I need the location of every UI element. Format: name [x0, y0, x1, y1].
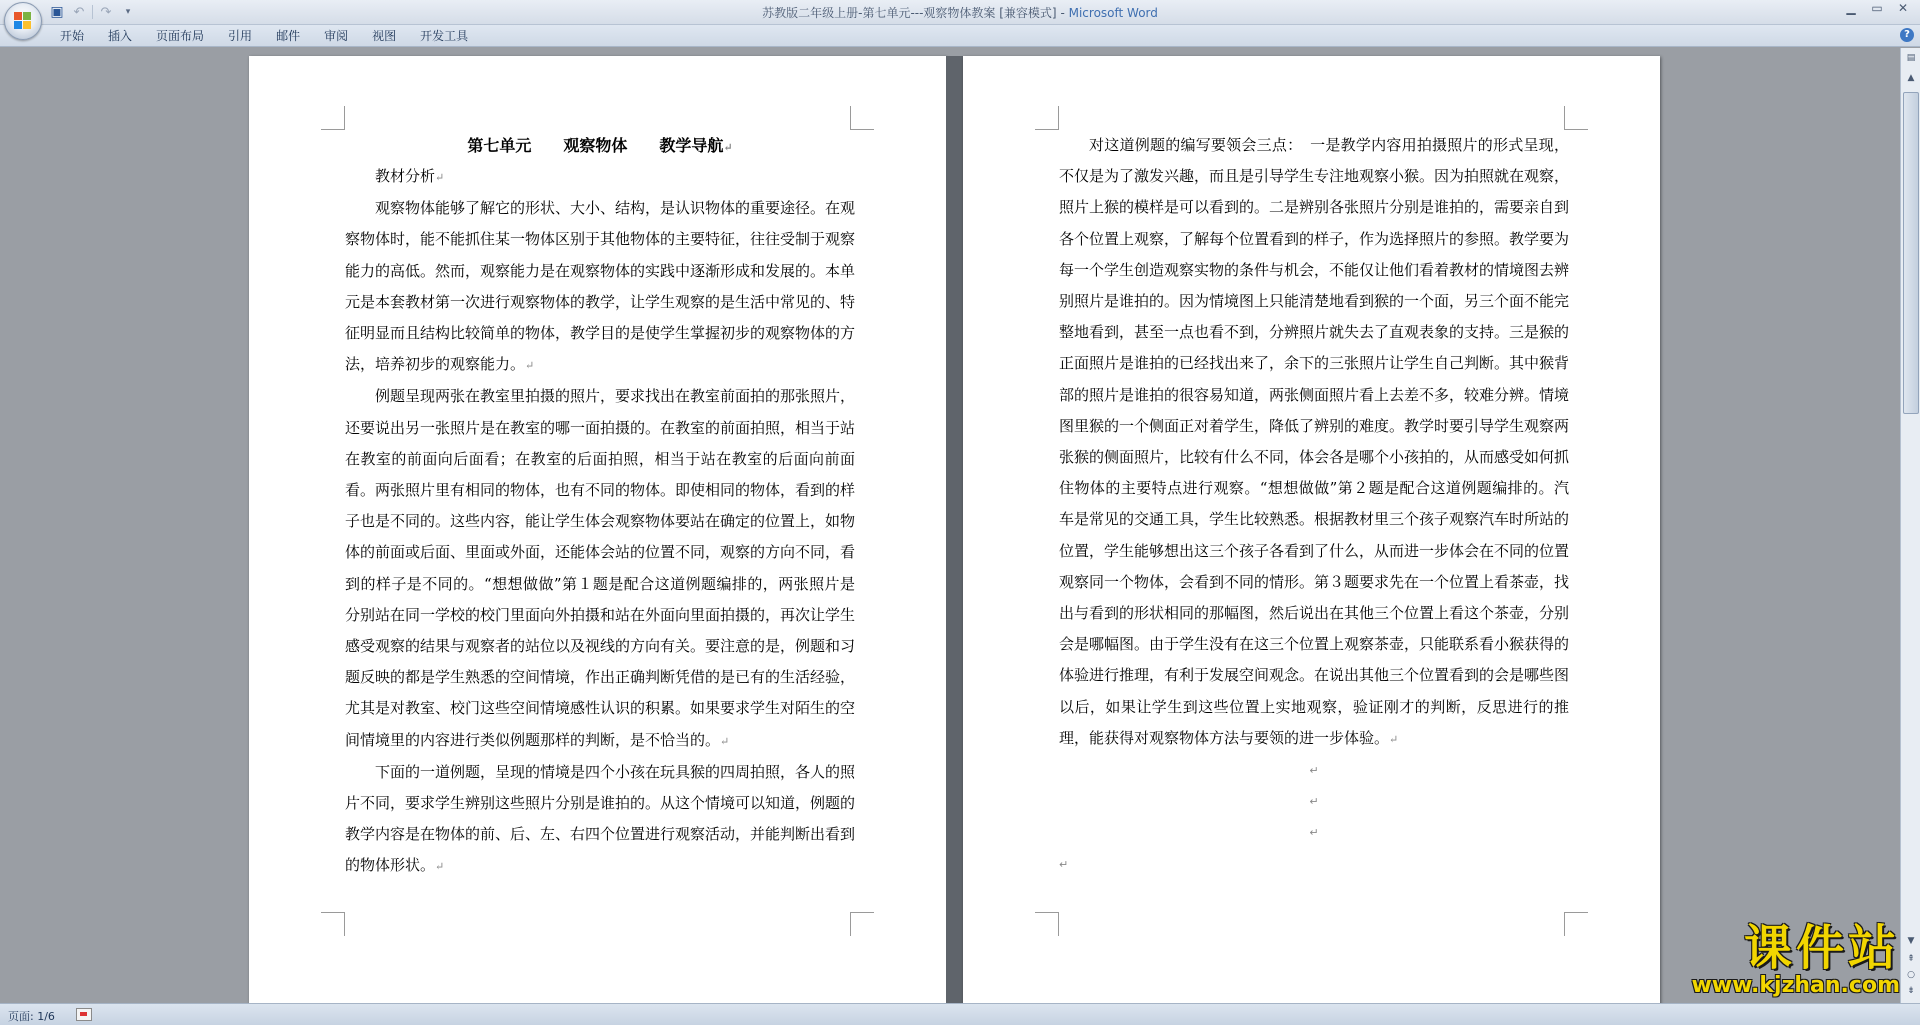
redo-icon[interactable]: ↷ [100, 4, 112, 20]
customize-qat-icon[interactable]: ▾ [125, 7, 131, 17]
minimize-icon[interactable]: ▁ [1846, 1, 1856, 15]
empty-paragraph [1059, 755, 1569, 786]
tab-mailings[interactable]: 邮件 [276, 29, 301, 43]
scroll-up-icon[interactable]: ▲ [1907, 73, 1915, 83]
paragraph-text: 对这道例题的编写要领会三点： 一是教学内容用拍摄照片的形式呈现，不仅是为了激发兴趣，而且是引导学生专注地观察小猴。因为拍照就在观察，照片上猴的模样是可以看到的。二是辨别各张照片分别是谁拍的，需要亲自到各个位置上观察，了解每个位置看到的样子，作为选择照片的参照。教学要为每一个学生创造观察实物的条件与机会，不能仅让他们看着教材的情境图去辨别照片是谁拍的。因为情境图上只能清楚地看到猴的一个面，另三个面不能完整地看到，甚至一点也看不到，分辨照片就失去了直观表象的支持。三是猴的正面照片是谁拍的已经找出来了，余下的三张照片让学生自己判断。其中猴背部的照片是谁拍的很容易知道，两张侧面照片看上去差不多，较难分辨。情境图里猴的一个侧面正对着学生，降低了辨别的难度。教学时要引导学生观察两张猴的侧面照片，比较有什么不同，体会各是哪个小孩拍的，从而感受如何抓住物体的主要特点进行观察。“想想做做”第２题是配合这道例题编排的。汽车是常见的交通工具，学生比较熟悉。根据教材里三个孩子观察汽车时所站的位置，学生能够想出这三个孩子各看到了什么，从而进一步体会在不同的位置观察同一个物体，会看到不同的情形。第３题要求先在一个位置上看茶壶，找出与看到的形状相同的那幅图，然后说出在其他三个位置上看这个茶壶，分别会是哪幅图。由于学生没有在这三个位置上观察茶壶，只能联系看小猴获得的体验进行推理，有利于发展空间观念。在说出其他三个位置看到的会是哪些图以后，如果让学生到这些位置上实地观察，验证刚才的判断，反思进行的推理，能获得对观察物体方法与要领的进一步体验。 [1059, 136, 1570, 747]
scroll-down-icon[interactable]: ▼ [1907, 936, 1915, 946]
help-icon[interactable]: ? [1900, 28, 1914, 42]
maximize-icon[interactable]: ▭ [1871, 1, 1883, 15]
paragraph-mark: ↵ [720, 734, 730, 748]
next-page-icon[interactable]: ⇟ [1907, 986, 1915, 996]
empty-paragraph [1059, 849, 1569, 880]
title-dash: - [1060, 6, 1069, 20]
ribbon-tabs [48, 27, 480, 45]
app-name: Microsoft Word [1068, 6, 1158, 20]
tab-review[interactable]: 审阅 [324, 29, 349, 43]
watermark-url: www.kjzhan.com [1691, 973, 1900, 998]
paragraph-text: 例题呈现两张在教室里拍摄的照片，要求找出在教室前面拍的那张照片，还要说出另一张照片是在教室的哪一面拍摄的。在教室的前面拍照，相当于站在教室的前面向后面看；在教室的后面拍照，相当于站在教室的后面向前面看。两张照片里有相同的物体，也有不同的物体。即使相同的物体，看到的样子也是不同的。这些内容，能让学生体会观察物体要站在确定的位置上，如物体的前面或后面、里面或外面，还能体会站的位置不同，观察的方向不同，看到的样子是不同的。“想想做做”第１题是配合这道例题编排的，两张照片是分别站在同一学校的校门里面向外拍摄和站在外面向里面拍摄的，再次让学生感受观察的结果与观察者的站位以及视线的方向有关。要注意的是，例题和习题反映的都是学生熟悉的空间情境，作出正确判断凭借的是已有的生活经验，尤其是对教室、校门这些空间情境感性认识的积累。如果要求学生对陌生的空间情境里的内容进行类似例题那样的判断，是不恰当的。 [345, 387, 856, 749]
margin-corner-top-left [321, 106, 345, 130]
document-name: 苏教版二年级上册-第七单元---观察物体教案 [兼容模式] [762, 6, 1057, 20]
margin-corner-bottom-right [1564, 912, 1588, 936]
page-gap [946, 56, 963, 1003]
page-2[interactable] [963, 56, 1660, 1003]
paragraph-text: 教材分析 [375, 167, 436, 185]
tab-home[interactable]: 开始 [60, 29, 85, 43]
ruler-toggle-icon[interactable]: ▤ [1906, 53, 1916, 63]
tab-page-layout[interactable]: 页面布局 [156, 29, 205, 43]
watermark-logo [1668, 922, 1900, 1002]
status-bar [0, 1003, 1920, 1025]
document-area[interactable] [0, 48, 1900, 1003]
save-icon[interactable]: ▣ [50, 4, 64, 20]
window-title [0, 4, 1920, 21]
paragraph [1059, 130, 1569, 755]
empty-paragraph [1059, 786, 1569, 817]
page-1-content[interactable] [345, 130, 855, 883]
tab-references[interactable]: 引用 [228, 29, 253, 43]
page-count[interactable]: 页面: 1/6 [8, 1010, 55, 1023]
paragraph-mark: ↵ [435, 171, 445, 184]
paragraph-text: 观察物体能够了解它的形状、大小、结构，是认识物体的重要途径。在观察物体时，能不能抓住某一物体区别于其他物体的主要特征，往往受制于观察能力的高低。然而，观察能力是在观察物体的实践中逐渐形成和发展的。本单元是本套教材第一次进行观察物体的教学，让学生观察的是生活中常见的、特征明显而且结构比较简单的物体，教学目的是使学生掌握初步的观察物体的方法，培养初步的观察能力。 [345, 199, 856, 374]
margin-corner-bottom-right [850, 912, 874, 936]
paragraph-mark: ↵ [723, 141, 733, 154]
paragraph-mark: ↵ [1059, 857, 1069, 871]
office-logo-icon [14, 12, 32, 30]
paragraph-mark: ↵ [1389, 732, 1399, 746]
paragraph-text: 下面的一道例题，呈现的情境是四个小孩在玩具猴的四周拍照，各人的照片不同，要求学生辨别这些照片分别是谁拍的。从这个情境可以知道，例题的教学内容是在物体的前、后、左、右四个位置进行观察活动，并能判断出看到的物体形状。 [345, 762, 856, 875]
margin-corner-top-right [850, 106, 874, 130]
previous-page-icon[interactable]: ⇞ [1907, 954, 1915, 964]
browse-object-icon[interactable]: ○ [1907, 970, 1915, 980]
paragraph [345, 193, 855, 381]
document-title-text: 第七单元 观察物体 教学导航 [467, 136, 724, 155]
paragraph [345, 381, 855, 756]
paragraph-mark: ↵ [1309, 826, 1319, 840]
page-1[interactable] [249, 56, 946, 1003]
paragraph-mark: ↵ [1309, 795, 1319, 809]
tab-insert[interactable]: 插入 [108, 29, 133, 43]
paragraph-mark: ↵ [1309, 764, 1319, 778]
paragraph-mark: ↵ [525, 359, 535, 373]
empty-paragraph [1059, 817, 1569, 848]
proofing-status-icon[interactable] [76, 1008, 92, 1021]
watermark-name: 课件站 [1743, 920, 1900, 976]
margin-corner-top-right [1564, 106, 1588, 130]
ribbon [0, 25, 1920, 47]
scrollbar-thumb[interactable] [1903, 92, 1919, 414]
paragraph-mark: ↵ [435, 860, 445, 874]
title-bar [0, 0, 1920, 25]
margin-corner-bottom-left [1035, 912, 1059, 936]
vertical-scrollbar[interactable] [1900, 48, 1920, 1003]
tab-view[interactable]: 视图 [372, 29, 397, 43]
close-icon[interactable]: ✕ [1897, 1, 1909, 15]
page-2-content[interactable] [1059, 130, 1569, 880]
window-controls [1838, 0, 1916, 18]
undo-icon[interactable]: ↶ [73, 4, 85, 20]
document-title [345, 130, 855, 161]
margin-corner-top-left [1035, 106, 1059, 130]
tab-developer[interactable]: 开发工具 [420, 29, 469, 43]
office-button[interactable] [4, 2, 42, 40]
margin-corner-bottom-left [321, 912, 345, 936]
paragraph [345, 161, 855, 193]
paragraph [345, 757, 855, 883]
